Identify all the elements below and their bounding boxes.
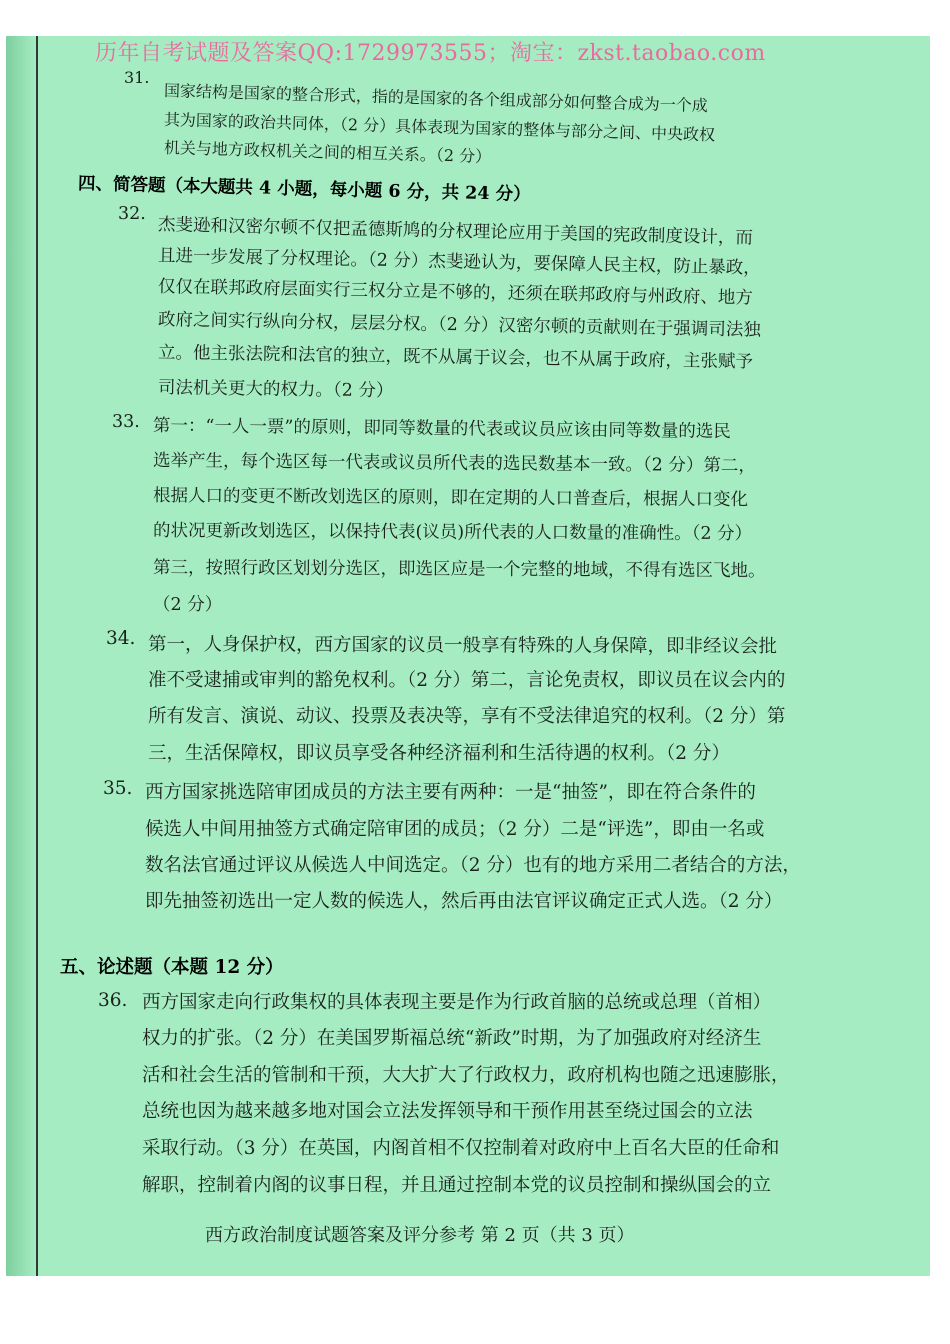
answer-line: 准不受逮捕或审判的豁免权利。（2 分）第二，言论免责权，即议员在议会内的 [148, 670, 786, 691]
answer-line: 第一，人身保护权，西方国家的议员一般享有特殊的人身保障，即非经议会批 [147, 634, 778, 658]
question-number: 35. [103, 778, 133, 799]
question-number: 31. [124, 68, 150, 87]
answer-line: 根据人口的变更不断改划选区的原则，即在定期的人口普查后，根据人口变化 [152, 486, 749, 511]
answer-line: 所有发言、演说、动议、投票及表决等，享有不受法律追究的权利。（2 分）第 [148, 706, 786, 727]
answer-line: （2 分） [153, 595, 223, 615]
page-binding-line [36, 36, 38, 1276]
answer-line: 司法机关更大的权力。（2 分） [157, 378, 394, 402]
answer-line: 即先抽签初选出一定人数的候选人，然后再由法官评议确定正式人选。（2 分） [145, 891, 783, 912]
section-heading-essay: 五、论述题（本题 12 分） [60, 957, 284, 978]
answer-line: 的状况更新改划选区，以保持代表(议员)所代表的人口数量的准确性。（2 分） [152, 521, 753, 545]
answer-line: 第一：“一人一票”的原则，即同等数量的代表或议员应该由同等数量的选民 [152, 416, 731, 443]
answer-line: 总统也因为越来越多地对国会立法发挥领导和干预作用甚至绕过国会的立法 [142, 1101, 753, 1122]
question-number: 36. [98, 990, 128, 1011]
section-heading-short-answer: 四、简答题（本大题共 4 小题，每小题 6 分，共 24 分） [77, 174, 531, 206]
answer-line: 活和社会生活的管制和干预，大大扩大了行政权力，政府机构也随之迅速膨胀， [142, 1065, 790, 1086]
question-number: 33. [112, 412, 140, 432]
answer-line: 权力的扩张。（2 分）在美国罗斯福总统“新政”时期，为了加强政府对经济生 [142, 1028, 762, 1049]
answer-line: 仅仅在联邦政府层面实行三权分立是不够的，还须在联邦政府与州政府、地方 [157, 277, 754, 309]
answer-line: 国家结构是国家的整合形式，指的是国家的各个组成部分如何整合成为一个成 [163, 81, 709, 116]
watermark-text: 历年自考试题及答案QQ:1729973555；淘宝：zkst.taobao.com [95, 41, 766, 66]
answer-line: 其为国家的政治共同体，（2 分）具体表现为国家的整体与部分之间、中央政权 [163, 110, 716, 145]
answer-line: 选举产生，每个选区每一代表或议员所代表的选民数基本一致。（2 分）第二， [152, 451, 757, 477]
question-number: 32. [118, 204, 146, 224]
answer-line: 杰斐逊和汉密尔顿不仅把孟德斯鸠的分权理论应用于美国的宪政制度设计，而 [157, 215, 754, 249]
answer-line: 西方国家走向行政集权的具体表现主要是作为行政首脑的总统或总理（首相） [142, 992, 772, 1013]
answer-line: 立。他主张法院和法官的独立，既不从属于议会，也不从属于政府，主张赋予 [157, 343, 754, 373]
answer-line: 解职，控制着内阁的议事日程，并且通过控制本党的议员控制和操纵国会的立 [142, 1175, 772, 1196]
page-footer: 西方政治制度试题答案及评分参考 第 2 页（共 3 页） [205, 1225, 635, 1246]
answer-line: 三，生活保障权，即议员享受各种经济福利和生活待遇的权利。（2 分） [148, 743, 730, 764]
answer-line: 采取行动。（3 分）在英国，内阁首相不仅控制着对政府中上百名大臣的任命和 [142, 1138, 780, 1159]
answer-line: 候选人中间用抽签方式确定陪审团的成员；（2 分）二是“评选”，即由一名或 [145, 819, 765, 840]
answer-line: 且进一步发展了分权理论。（2 分）杰斐逊认为，要保障人民主权，防止暴政， [157, 246, 761, 279]
answer-line: 西方国家挑选陪审团成员的方法主要有两种：一是“抽签”，即在符合条件的 [145, 782, 756, 803]
answer-line: 机关与地方政权机关之间的相互关系。（2 分） [163, 138, 492, 167]
answer-line: 第三，按照行政区划划分选区，即选区应是一个完整的地域，不得有选区飞地。 [152, 558, 766, 582]
answer-line: 数名法官通过评议从候选人中间选定。（2 分）也有的地方采用二者结合的方法， [145, 855, 801, 876]
question-number: 34. [106, 628, 136, 649]
answer-line: 政府之间实行纵向分权，层层分权。（2 分）汉密尔顿的贡献则在于强调司法独 [157, 310, 762, 341]
